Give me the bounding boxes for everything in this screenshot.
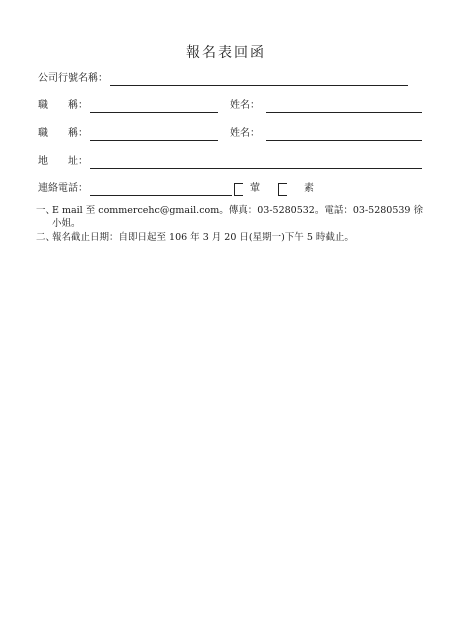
note-number-1: 一、: [36, 205, 56, 216]
phone-label: 連絡電話：: [38, 183, 88, 194]
phone-field[interactable]: [90, 195, 232, 196]
title-field-2[interactable]: [90, 140, 218, 141]
address-label: 地 址：: [38, 156, 88, 167]
name-label-1: 姓名：: [230, 100, 260, 111]
title-label-2: 職 稱：: [38, 128, 88, 139]
name-label-2: 姓名：: [230, 128, 260, 139]
address-field[interactable]: [90, 168, 422, 169]
note-number-2: 二、: [36, 232, 56, 243]
meat-checkbox[interactable]: [234, 183, 243, 196]
note-item-2: [36, 231, 432, 244]
title-label-1: 職 稱：: [38, 100, 88, 111]
name-field-2[interactable]: [266, 140, 422, 141]
note-item-1: [36, 204, 432, 230]
title-name-row-1: [38, 97, 424, 113]
vegetarian-checkbox[interactable]: [278, 183, 287, 196]
meat-option-label: 葷: [250, 183, 260, 194]
note-text-1: E mail 至 commercehc@gmail.com。傳真：03-5280532。電話：03-5280539 徐小姐。: [52, 205, 423, 229]
company-row: [38, 70, 410, 86]
phone-row: [38, 180, 424, 196]
company-field[interactable]: [110, 85, 408, 86]
form-title: 報名表回函: [186, 45, 266, 61]
vegetarian-option-label: 素: [304, 183, 314, 194]
title-field-1[interactable]: [90, 112, 218, 113]
address-row: [38, 153, 424, 169]
note-text-2: 報名截止日期：自即日起至 106 年 3 月 20 日(星期一)下午 5 時截止。: [52, 232, 354, 243]
company-label: 公司行號名稱：: [38, 73, 108, 84]
name-field-1[interactable]: [266, 112, 422, 113]
title-name-row-2: [38, 125, 424, 141]
